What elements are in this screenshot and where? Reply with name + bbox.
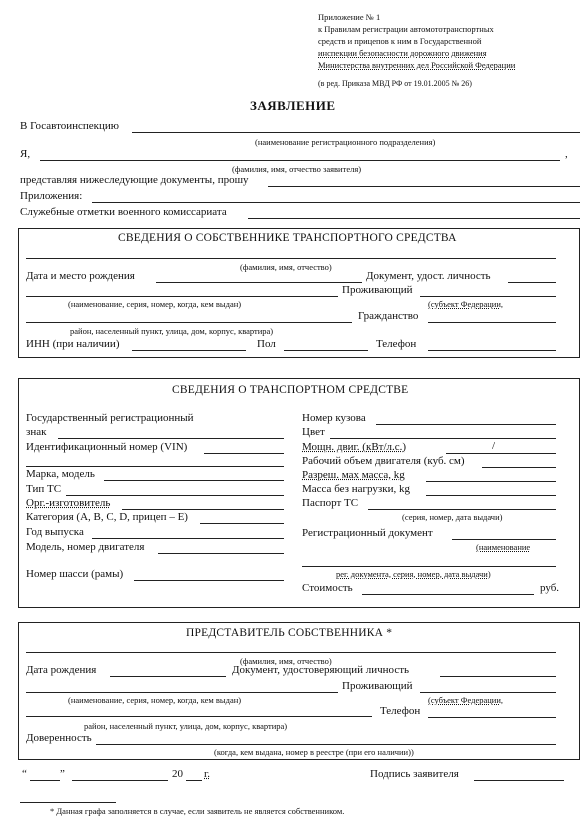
fio-hint: (фамилия, имя, отчество заявителя) (232, 164, 362, 174)
vehicle-maker-field[interactable] (122, 509, 284, 510)
owner-subject-hint: (субъект Федерации, (428, 299, 504, 309)
representative-section (18, 622, 580, 760)
signature-label: Подпись заявителя (370, 768, 459, 780)
rep-doc-hint: (наименование, серия, номер, когда, кем выдан) (68, 695, 242, 705)
vehicle-make-field[interactable] (104, 480, 284, 481)
gai-label: В Госавтоинспекцию (20, 120, 119, 132)
rep-proxy-field[interactable] (96, 744, 556, 745)
rep-fio-field[interactable] (26, 652, 556, 653)
rep-birth-field[interactable] (110, 676, 226, 677)
date-day-field[interactable] (30, 780, 60, 781)
date-month-field[interactable] (72, 780, 168, 781)
header-line-1: Приложение № 1 (318, 12, 381, 22)
owner-birth-field[interactable] (156, 282, 362, 283)
date-quote-open: “ (22, 768, 27, 780)
rep-proxy-hint: (когда, кем выдана, номер в реестре (при его наличии)) (214, 747, 414, 757)
ya-label: Я, (20, 148, 31, 160)
docs-field[interactable] (268, 186, 580, 187)
rep-residence-label: Проживающий (342, 680, 413, 692)
vehicle-category-label: Категория (A, B, C, D, прицеп – E) (26, 511, 188, 523)
owner-phone-field[interactable] (428, 350, 556, 351)
owner-birth-label: Дата и место рождения (26, 270, 135, 282)
vehicle-cost-rub: руб. (540, 582, 560, 594)
vehicle-maker-label: Орг.-изготовитель (26, 497, 111, 509)
signature-field[interactable] (474, 780, 564, 781)
vehicle-year-field[interactable] (92, 538, 284, 539)
comma: , (565, 148, 568, 160)
owner-inn-field[interactable] (132, 350, 246, 351)
vehicle-blank-field[interactable] (26, 466, 284, 467)
rep-doc-label: Документ, удостоверяющий личность (232, 664, 410, 676)
vehicle-engine-label: Модель, номер двигателя (26, 541, 145, 553)
vehicle-engine-field[interactable] (158, 553, 284, 554)
vehicle-chassis-field[interactable] (134, 580, 284, 581)
header-line-3: средств и прицепов к ним в Государственной (318, 36, 482, 46)
vehicle-volume-field[interactable] (482, 467, 556, 468)
owner-residence-label: Проживающий (342, 284, 413, 296)
rep-residence-field[interactable] (420, 692, 556, 693)
attach-label: Приложения: (20, 190, 83, 202)
header-line-5: Министерства внутренних дел Российской Федерации (318, 60, 516, 70)
vehicle-passport-hint: (серия, номер, дата выдачи) (402, 512, 503, 522)
vehicle-reg-label-1: Государственный регистрационный (26, 412, 194, 424)
vehicle-reg-field[interactable] (58, 438, 284, 439)
owner-sex-field[interactable] (284, 350, 368, 351)
document-title: ЗАЯВЛЕНИЕ (250, 98, 336, 113)
vehicle-power-field[interactable] (446, 453, 556, 454)
vehicle-color-label: Цвет (302, 426, 325, 438)
rep-birth-label: Дата рождения (26, 664, 97, 676)
attach-field[interactable] (92, 202, 580, 203)
docs-label: представляя нижеследующие документы, прошу (20, 174, 249, 186)
vehicle-cost-label: Стоимость (302, 582, 353, 594)
owner-doc-label: Документ, удост. личность (366, 270, 491, 282)
date-year-field[interactable] (186, 780, 202, 781)
rep-address-hint: район, населенный пункт, улица, дом, корпус, квартира) (84, 721, 288, 731)
footnote-rule (20, 802, 116, 803)
vehicle-category-field[interactable] (200, 523, 284, 524)
owner-heading: СВЕДЕНИЯ О СОБСТВЕННИКЕ ТРАНСПОРТНОГО СРЕДСТВА (118, 232, 457, 244)
rep-proxy-label: Доверенность (26, 732, 92, 744)
vehicle-type-field[interactable] (66, 495, 284, 496)
vehicle-passport-label: Паспорт ТС (302, 497, 359, 509)
fio-field[interactable] (40, 160, 560, 161)
rep-phone-field[interactable] (428, 717, 556, 718)
vehicle-vin-field[interactable] (204, 453, 284, 454)
rep-heading: ПРЕДСТАВИТЕЛЬ СОБСТВЕННИКА * (186, 627, 393, 639)
rep-doc-field[interactable] (440, 676, 556, 677)
vehicle-body-field[interactable] (376, 424, 556, 425)
vehicle-mass-label: Масса без нагрузки, kg (302, 483, 410, 495)
owner-fio-field[interactable] (26, 258, 556, 259)
rep-doc-field-2[interactable] (26, 692, 338, 693)
vehicle-volume-label: Рабочий объем двигателя (куб. см) (302, 455, 465, 467)
vehicle-heading: СВЕДЕНИЯ О ТРАНСПОРТНОМ СРЕДСТВЕ (172, 384, 409, 396)
date-quote-close: ” (60, 768, 65, 780)
owner-citizenship-label: Гражданство (358, 310, 419, 322)
vehicle-type-label: Тип ТС (26, 483, 62, 495)
vehicle-passport-field[interactable] (368, 509, 556, 510)
vehicle-power-label: Мощн. двиг. (кВт/л.с.) (302, 441, 407, 453)
rep-subject-hint: (субъект Федерации, (428, 695, 504, 705)
owner-address-hint: район, населенный пункт, улица, дом, корпус, квартира) (70, 326, 274, 336)
vehicle-reg-label-2: знак (26, 426, 47, 438)
vehicle-regdoc-field[interactable] (452, 539, 556, 540)
vehicle-vin-label: Идентификационный номер (VIN) (26, 441, 188, 453)
vehicle-reg-hint: рег. документа, серия, номер, дата выдачи) (336, 569, 491, 579)
gai-field[interactable] (132, 132, 580, 133)
owner-sex-label: Пол (257, 338, 276, 350)
vehicle-name-hint: (наименование (476, 542, 531, 552)
date-year-prefix: 20 (172, 768, 183, 780)
owner-doc-field-2[interactable] (26, 296, 338, 297)
rep-fio-hint: (фамилия, имя, отчество) (240, 656, 332, 666)
military-field[interactable] (248, 218, 580, 219)
vehicle-maxmass-field[interactable] (426, 481, 556, 482)
owner-doc-field[interactable] (508, 282, 556, 283)
owner-doc-hint: (наименование, серия, номер, когда, кем выдан) (68, 299, 242, 309)
vehicle-color-field[interactable] (330, 438, 556, 439)
vehicle-regdoc-field-2[interactable] (302, 566, 556, 567)
military-label: Служебные отметки военного комиссариата (20, 206, 227, 218)
vehicle-body-label: Номер кузова (302, 412, 366, 424)
vehicle-maxmass-label: Разреш. мах масса, kg (302, 469, 405, 481)
owner-inn-label: ИНН (при наличии) (26, 338, 120, 350)
vehicle-power-slash: / (492, 440, 496, 452)
header-line-2: к Правилам регистрации автомототранспортных (318, 24, 494, 34)
owner-fio-hint: (фамилия, имя, отчество) (240, 262, 332, 272)
rep-phone-label: Телефон (380, 705, 421, 717)
vehicle-chassis-label: Номер шасси (рамы) (26, 568, 124, 580)
vehicle-cost-field[interactable] (362, 594, 534, 595)
owner-address-field[interactable] (26, 322, 352, 323)
footnote: * Данная графа заполняется в случае, если заявитель не является собственником. (50, 806, 345, 816)
vehicle-mass-field[interactable] (426, 495, 556, 496)
owner-phone-label: Телефон (376, 338, 417, 350)
owner-citizenship-field[interactable] (428, 322, 556, 323)
date-year-suffix: г. (204, 768, 211, 780)
gai-hint: (наименование регистрационного подразделения) (255, 137, 436, 147)
vehicle-year-label: Год выпуска (26, 526, 84, 538)
owner-residence-field[interactable] (420, 296, 556, 297)
header-edition: (в ред. Приказа МВД РФ от 19.01.2005 № 26) (318, 79, 472, 88)
vehicle-regdoc-label: Регистрационный документ (302, 527, 433, 539)
rep-address-field[interactable] (26, 716, 372, 717)
header-line-4: инспекции безопасности дорожного движения (318, 48, 487, 58)
vehicle-make-label: Марка, модель (26, 468, 95, 480)
